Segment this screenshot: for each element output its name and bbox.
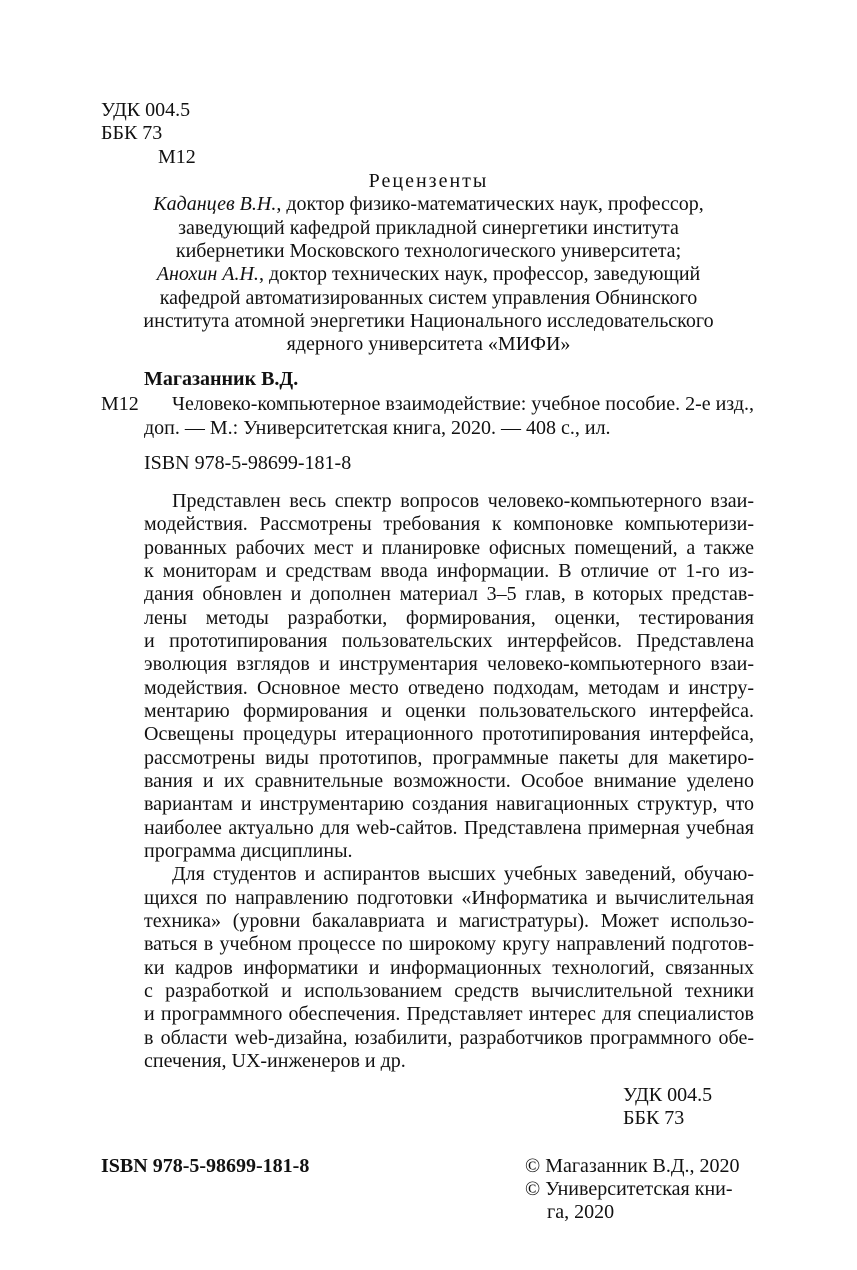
author-sign: М12 [158, 146, 196, 168]
abstract-line: рованных рабочих мест и планировке офисных помещений, а также [144, 537, 754, 559]
abstract-line: к мониторам и средствам ввода информации. В отличие от 1-го из- [144, 560, 754, 582]
bib-isbn: ISBN 978-5-98699-181-8 [144, 452, 352, 474]
abstract-line: ваться в учебном процессе по широкому кругу направлений подготов- [144, 933, 754, 955]
copyright-publisher-cont: га, 2020 [547, 1201, 615, 1223]
reviewer-1-line: заведующий кафедрой прикладной синергетики института [178, 217, 679, 239]
abstract-line: спечения, UX-инженеров и др. [144, 1050, 406, 1072]
reviewer-1 [0, 192, 857, 216]
reviewer-1-line: кибернетики Московского технологического университета; [175, 240, 682, 262]
reviewer-2-line: ядерного университета «МИФИ» [286, 333, 571, 355]
footer-bbk: ББК 73 [623, 1107, 685, 1129]
abstract-line: дания обновлен и дополнен материал 3–5 глав, в которых представ- [144, 583, 754, 605]
abstract-line: с разработкой и использованием средств вычислительной техники [144, 980, 754, 1002]
reviewer-2 [0, 262, 857, 286]
abstract-line: и программного обеспечения. Представляет интерес для специалистов [144, 1003, 754, 1025]
abstract-line: в области web-дизайна, юзабилити, разработчиков программного обе- [144, 1027, 754, 1049]
bib-imprint-line: доп. — М.: Университетская книга, 2020. — 408 с., ил. [144, 417, 611, 439]
copyright-publisher: © Университетская кни- [525, 1178, 733, 1200]
abstract-line: эволюция взглядов и инструментария человеко-компьютерного взаи- [144, 653, 754, 675]
abstract-line: ки кадров информатики и информационных технологий, связанных [144, 957, 754, 979]
abstract-line: техника» (уровни бакалавриата и магистратуры). Может использо- [144, 910, 754, 932]
bib-title-line: Человеко-компьютерное взаимодействие: учебное пособие. 2-е изд., [172, 393, 755, 415]
udk-code: УДК 004.5 [101, 99, 191, 121]
abstract-line: вариантам и инструментарию создания навигационных структур, что [144, 793, 754, 815]
abstract-line: модействия. Рассмотрены требования к компоновке компьютеризи- [144, 513, 754, 535]
reviewer-1-title: , доктор физико-математических наук, профессор, [276, 193, 704, 215]
abstract-line: программа дисциплины. [144, 840, 353, 862]
abstract-line: ментарию формирования и оценки пользовательского интерфейса. [144, 700, 754, 722]
abstract-line: рассмотрены виды прототипов, программные пакеты для макетиро- [144, 747, 754, 769]
book-author: Магазанник В.Д. [144, 368, 299, 390]
abstract-line: Освещены процедуры итерационного прототипирования интерфейса, [144, 723, 754, 745]
reviewer-1-name: Каданцев В.Н. [153, 193, 277, 215]
reviewer-2-line: института атомной энергетики Национального исследовательского [143, 310, 714, 332]
abstract-line: Для студентов и аспирантов высших учебных заведений, обучаю- [172, 863, 754, 885]
abstract-line: вания и их сравнительные возможности. Особое внимание уделено [144, 770, 754, 792]
abstract-line: лены методы разработки, формирования, оценки, тестирования [144, 607, 754, 629]
abstract-line: и прототипирования пользовательских интерфейсов. Представлена [144, 630, 754, 652]
reviewers-heading: Рецензенты [368, 170, 489, 192]
bib-author-sign: М12 [101, 393, 139, 415]
footer-isbn: ISBN 978-5-98699-181-8 [101, 1155, 310, 1177]
abstract-line: Представлен весь спектр вопросов человеко-компьютерного взаи- [172, 490, 754, 512]
reviewer-2-title: , доктор технических наук, профессор, заведующий [258, 263, 701, 285]
abstract-line: наиболее актуально для web-сайтов. Представлена примерная учебная [144, 817, 754, 839]
abstract-line: модействия. Основное место отведено подходам, методам и инстру- [144, 677, 754, 699]
bbk-code: ББК 73 [101, 122, 163, 144]
reviewer-2-line: кафедрой автоматизированных систем управления Обнинского [159, 287, 698, 309]
copyright-author: © Магазанник В.Д., 2020 [525, 1155, 740, 1177]
footer-udk: УДК 004.5 [623, 1084, 713, 1106]
reviewer-2-name: Анохин А.Н. [156, 263, 259, 285]
abstract-line: щихся по направлению подготовки «Информатика и вычислительная [144, 887, 754, 909]
